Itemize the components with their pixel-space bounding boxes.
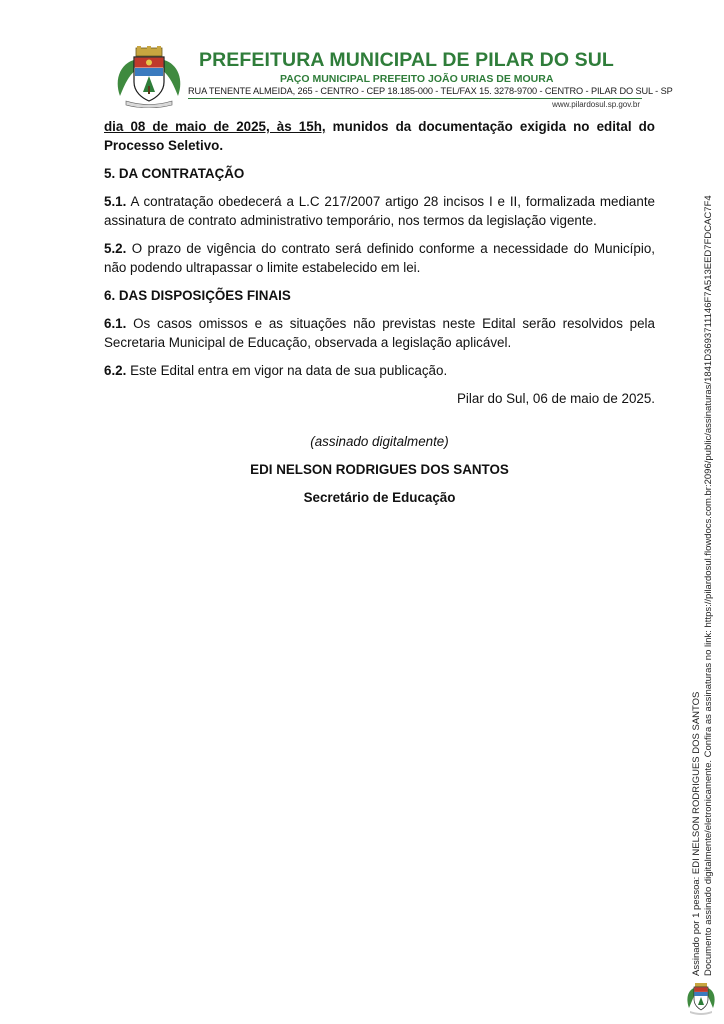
place-date: Pilar do Sul, 06 de maio de 2025.: [456, 391, 655, 406]
header-title: PREFEITURA MUNICIPAL DE PILAR DO SUL: [199, 49, 614, 71]
document-body: [104, 117, 655, 516]
clause-6-1-number: 6.1.: [104, 316, 127, 331]
clause-5-2-text: O prazo de vigência do contrato será definido conforme a necessidade do Município, não podendo ultrapassar o limite estabelecido em lei.: [104, 241, 655, 275]
header-divider: [188, 98, 642, 99]
clause-6-2-text: Este Edital entra em vigor na data de sua publicação.: [126, 363, 448, 378]
signatory-role: Secretário de Educação: [303, 490, 456, 505]
signatory-name: EDI NELSON RODRIGUES DOS SANTOS: [250, 462, 509, 477]
intro-rest: munidos da documentação exigida no edital do Processo Seletivo.: [104, 119, 655, 153]
header-website-link[interactable]: www.pilardosul.sp.gov.br: [552, 100, 640, 109]
clause-5-2-number: 5.2.: [104, 241, 127, 256]
clause-5-1: [104, 192, 655, 230]
clause-6-1-text: Os casos omissos e as situações não previstas neste Edital serão resolvidos pela Secretaria Municipal de Educação, observada a legislação aplicável.: [104, 316, 655, 350]
clause-5-1-text: A contratação obedecerá a L.C 217/2007 artigo 28 incisos I e II, formalizada mediante assinatura de contrato administrativo temporário, nos termos da legislação vigente.: [104, 194, 655, 228]
stamp-signer-line: Assinado por 1 pessoa: EDI NELSON RODRIGUES DOS SANTOS: [691, 691, 702, 976]
stamp-crest-icon: [684, 982, 718, 1018]
section5-heading: 5. DA CONTRATAÇÃO: [104, 166, 245, 181]
intro-date: dia 08 de maio de 2025, às 15h,: [104, 119, 326, 134]
clause-5-1-number: 5.1.: [104, 194, 127, 209]
clause-6-2-number: 6.2.: [104, 363, 127, 378]
stamp-verification-link[interactable]: Documento assinado digitalmente/eletronicamente. Confira as assinaturas no link: https://pilardosul.flowdocs.com.br:2096/public/assinaturas/1841D3693711146F7A513EED7FDCAC7F4: [702, 195, 714, 976]
clause-6-1: [104, 314, 655, 352]
header-subtitle: PAÇO MUNICIPAL PREFEITO JOÃO URIAS DE MOURA: [280, 73, 554, 85]
municipal-crest-logo: [110, 46, 188, 108]
header-address: RUA TENENTE ALMEIDA, 265 - CENTRO - CEP 18.185-000 - TEL/FAX 15. 3278-9700 - CENTRO - PILAR DO SUL - SP: [188, 86, 673, 96]
signature-note: (assinado digitalmente): [310, 434, 449, 449]
intro-paragraph: [104, 117, 655, 155]
section6-heading: 6. DAS DISPOSIÇÕES FINAIS: [104, 288, 291, 303]
digital-signature-stamp: [691, 195, 714, 976]
clause-5-2: [104, 239, 655, 277]
clause-6-2: [104, 361, 655, 380]
